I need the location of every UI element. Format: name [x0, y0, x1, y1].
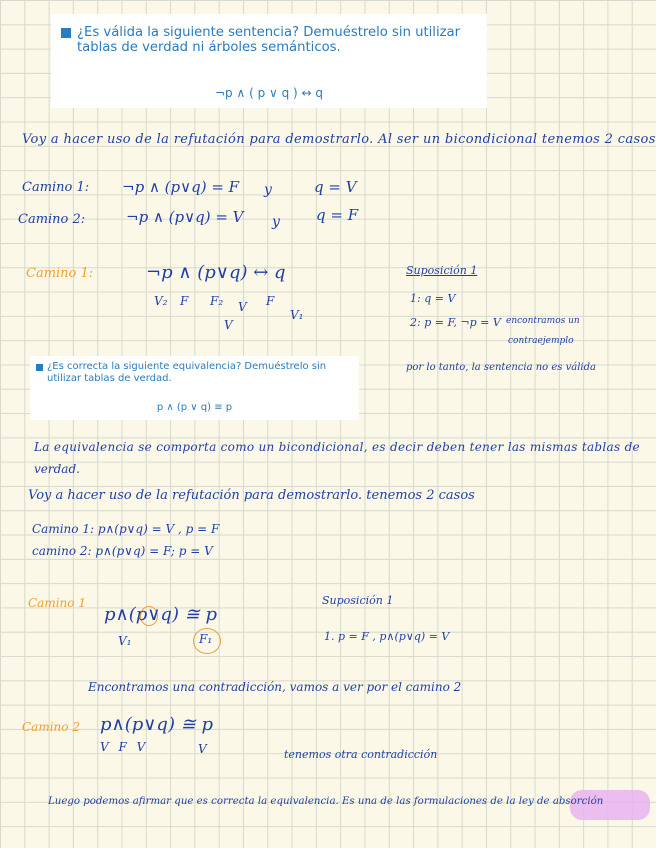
note2-line1: La equivalencia se comporta como un bicondicional, es decir deben tener las mismas tablas de — [34, 440, 640, 454]
formula-1: ¬p ∧ ( p ∨ q ) ↔ q — [214, 86, 324, 100]
worked-value: V₁ — [290, 308, 304, 322]
worked-value-under: V — [224, 318, 233, 332]
contradiccion: Encontramos una contradicción, vamos a ver por el camino 2 — [88, 680, 462, 694]
c1-f: F₁ — [199, 632, 213, 646]
bullet-square-icon — [61, 28, 71, 38]
question-1-text: ¿Es válida la siguiente sentencia? Demuéstrelo sin utilizar tablas de verdad ni árboles semánticos. — [77, 25, 461, 55]
sup2-title: Suposición 1 — [322, 594, 394, 607]
c2-values: V F V — [100, 740, 146, 754]
worked-value: V — [238, 300, 247, 314]
final-conclusion: Luego podemos afirmar que es correcta la equivalencia. Es una de las formulaciones de la ley de absorción — [48, 796, 604, 807]
question-card-1 — [51, 14, 487, 108]
c2-label: Camino 2 — [22, 720, 80, 734]
worked-value: F — [266, 294, 275, 308]
camino2-y: y — [272, 214, 280, 230]
sup2-line: 1. p = F , p∧(p∨q) = V — [324, 630, 450, 643]
camino1-label: Camino 1: — [22, 180, 90, 195]
question-2-text: ¿Es correcta la siguiente equivalencia? Demuéstrelo sin utilizar tablas de verdad. — [47, 361, 327, 384]
c1-v: V₁ — [118, 634, 132, 648]
camino1-q: q = V — [314, 178, 357, 196]
note2-camino2: camino 2: p∧(p∨q) = F; p = V — [32, 544, 213, 558]
formula-2: p ∧ (p ∨ q) ≡ p — [156, 402, 233, 413]
camino2-q: q = F — [316, 206, 359, 224]
worked-label: Camino 1: — [26, 266, 94, 281]
c2-v: V — [198, 742, 207, 756]
worked-value: F₂ — [210, 294, 224, 308]
note-intro: Voy a hacer uso de la refutación para demostrarlo. Al ser un bicondicional tenemos 2 casos — [22, 132, 656, 147]
suposicion-title: Suposición 1 — [406, 264, 478, 277]
otra-contradiccion: tenemos otra contradicción — [284, 748, 438, 761]
camino1-y: y — [264, 182, 272, 198]
c2-expr: p∧(p∨q) ≅ p — [100, 714, 214, 735]
question-1 — [61, 25, 479, 55]
suposicion-line2: 2: p = F, ¬p = V — [410, 316, 501, 329]
note2-camino1: Camino 1: p∧(p∨q) = V , p = F — [32, 522, 220, 536]
note2-line1b: verdad. — [34, 462, 80, 476]
suposicion-line3: contraejemplo — [508, 336, 574, 346]
note2-line2: Voy a hacer uso de la refutación para demostrarlo. tenemos 2 casos — [28, 488, 475, 503]
suposicion-line2-tail: encontramos un — [506, 316, 580, 326]
question-card-2 — [30, 356, 359, 420]
camino2-label: Camino 2: — [18, 212, 86, 227]
conclusion-1: por lo tanto, la sentencia no es válida — [406, 362, 596, 373]
c1-label: Camino 1 — [28, 596, 86, 610]
suposicion-line1: 1: q = V — [410, 292, 456, 305]
question-2 — [36, 361, 356, 385]
bullet-square-icon — [36, 364, 43, 371]
worked-value: V₂ — [154, 294, 168, 308]
c1-expr: p∧(p∨q) ≅ p — [104, 604, 218, 625]
camino1-expr: ¬p ∧ (p∨q) = F — [122, 178, 240, 196]
worked-expr: ¬p ∧ (p∨q) ↔ q — [146, 262, 286, 283]
worked-value: F — [180, 294, 189, 308]
camino2-expr: ¬p ∧ (p∨q) = V — [126, 208, 244, 226]
